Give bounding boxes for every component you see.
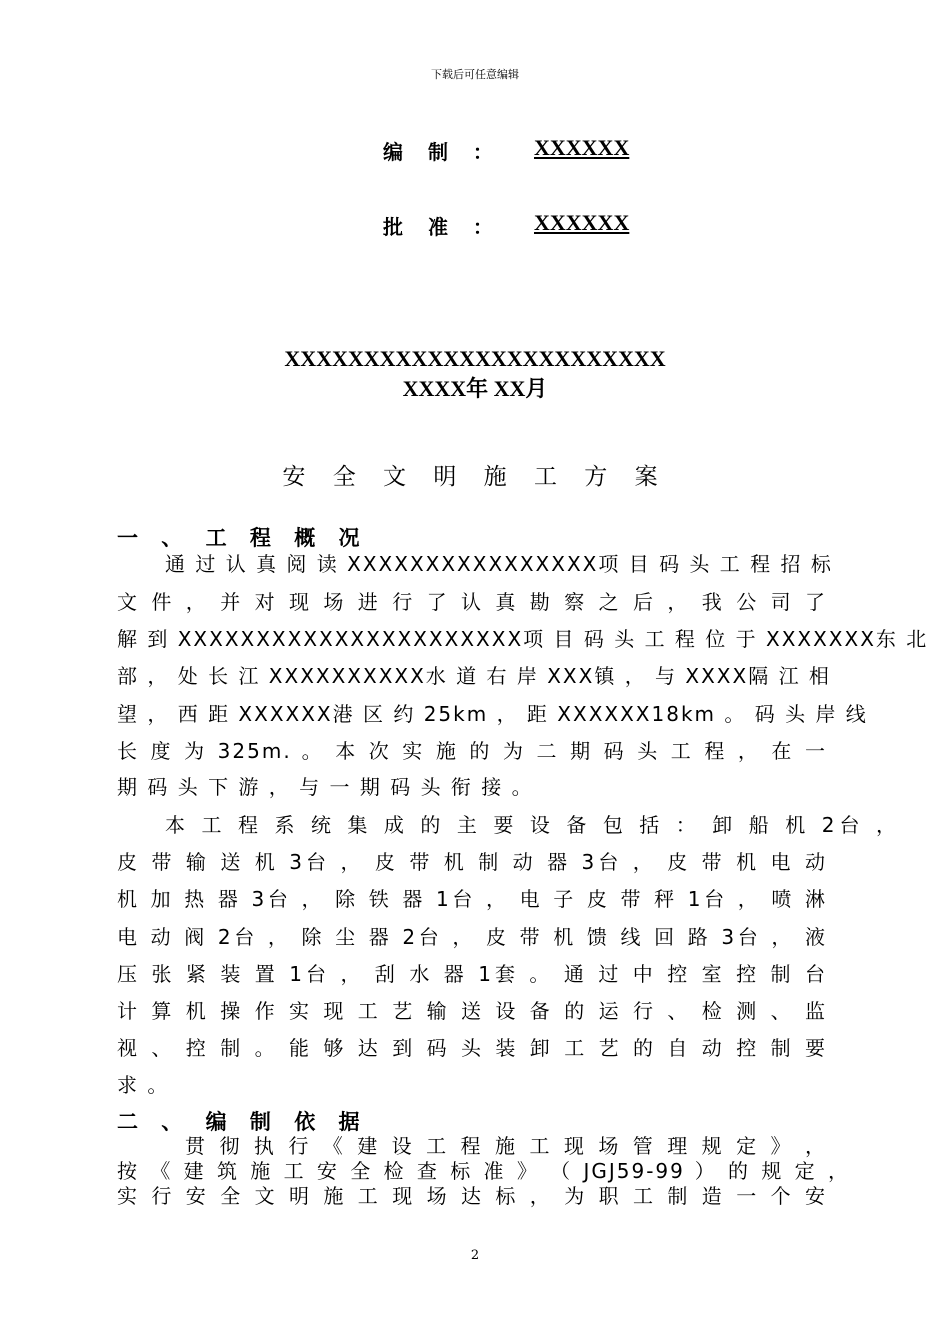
paragraph-line: 按 《 建 筑 施 工 安 全 检 查 标 准 》 （ JGJ59-99 ） 的 规 定 ， [117, 1159, 850, 1183]
paragraph-line: 皮 带 输 送 机 3台 ， 皮 带 机 制 动 器 3台 ， 皮 带 机 电 动 [117, 850, 827, 874]
paragraph-line: 电 动 阀 2台 ， 除 尘 器 2台 ， 皮 带 机 馈 线 回 路 3台 ， 液 [117, 925, 827, 949]
paragraph-line: 解 到 XXXXXXXXXXXXXXXXXXXXXX项 目 码 头 工 程 位 于 XXXXXXX东 北 [117, 627, 929, 651]
paragraph-line: 实 行 安 全 文 明 施 工 现 场 达 标 ， 为 职 工 制 造 一 个 安 [117, 1184, 827, 1208]
organization-name: XXXXXXXXXXXXXXXXXXXXXXXX [284, 346, 666, 371]
header-note: 下载后可任意编辑 [431, 68, 519, 81]
section2-heading: 二 、 编 制 依 据 [117, 1110, 368, 1134]
approver-label: 批 准 ： [383, 215, 502, 239]
paragraph-line: 通 过 认 真 阅 读 XXXXXXXXXXXXXXXX项 目 码 头 工 程 招 标 [165, 552, 833, 576]
paragraph-line: 望 ， 西 距 XXXXXX港 区 约 25km ， 距 XXXXXX18km 。 码 头 岸 线 [117, 702, 868, 726]
paragraph-line: 文 件 ， 并 对 现 场 进 行 了 认 真 勘 察 之 后 ， 我 公 司 了 [117, 590, 827, 614]
compiler-label: 编 制 ： [383, 140, 502, 164]
paragraph-line: 贯 彻 执 行 《 建 设 工 程 施 工 现 场 管 理 规 定 》 ， [185, 1134, 827, 1158]
paragraph-line: 机 加 热 器 3台 ， 除 铁 器 1台 ， 电 子 皮 带 秤 1台 ， 喷 淋 [117, 887, 827, 911]
approver-value: XXXXXX [534, 210, 630, 235]
paragraph-line: 计 算 机 操 作 实 现 工 艺 输 送 设 备 的 运 行 、 检 测 、 监 [117, 999, 827, 1023]
paragraph-line: 本 工 程 系 统 集 成 的 主 要 设 备 包 括 ： 卸 船 机 2台 ， [165, 813, 898, 837]
document-date: XXXX年 XX月 [402, 376, 548, 401]
compiler-value: XXXXXX [534, 135, 630, 160]
paragraph-line: 期 码 头 下 游 ， 与 一 期 码 头 衔 接 。 [117, 775, 534, 799]
paragraph-line: 部 ， 处 长 江 XXXXXXXXXX水 道 右 岸 XXX镇 ， 与 XXXX隔 江 相 [117, 664, 831, 688]
page-number: 2 [470, 1248, 480, 1263]
paragraph-line: 压 张 紧 装 置 1台 ， 刮 水 器 1套 。 通 过 中 控 室 控 制 台 [117, 962, 827, 986]
section1-heading: 一 、 工 程 概 况 [117, 526, 368, 550]
document-title: 安 全 文 明 施 工 方 案 [282, 464, 668, 490]
paragraph-line: 求 。 [117, 1073, 170, 1097]
paragraph-line: 视 、 控 制 。 能 够 达 到 码 头 装 卸 工 艺 的 自 动 控 制 要 [117, 1036, 827, 1060]
paragraph-line: 长 度 为 325m. 。 本 次 实 施 的 为 二 期 码 头 工 程 ， 在 一 [117, 739, 827, 763]
